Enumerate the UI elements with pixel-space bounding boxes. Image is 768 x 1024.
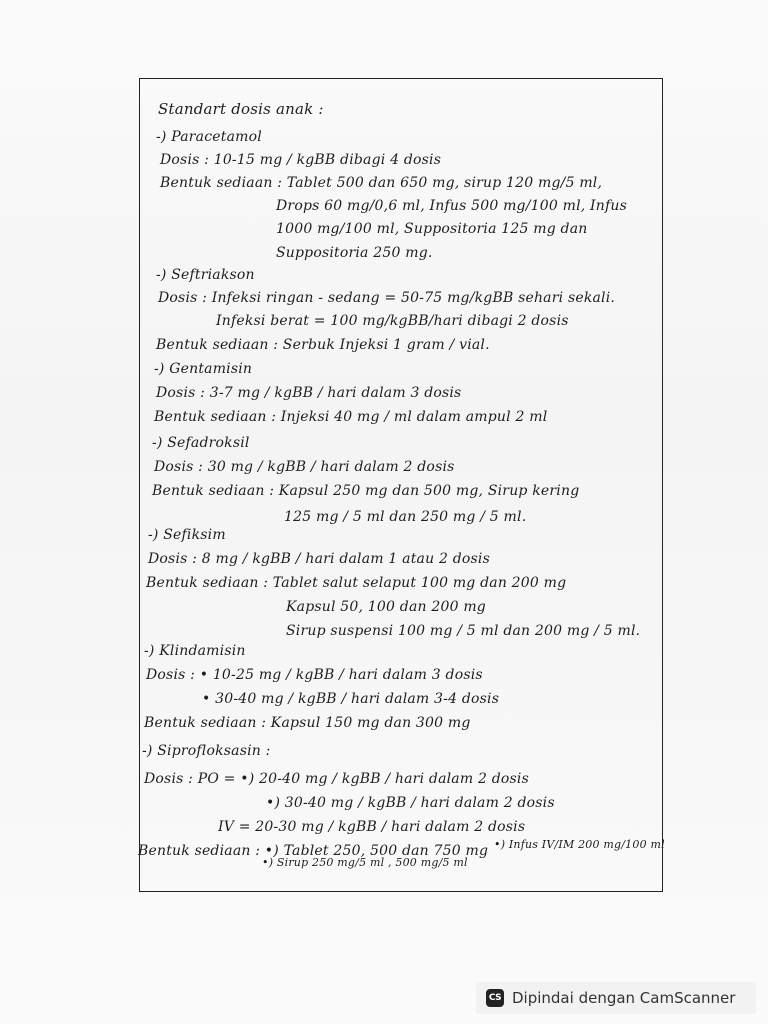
dose-line-cont: • 30-40 mg / kgBB / hari dalam 3-4 dosis: [202, 691, 500, 707]
form-line: Bentuk sediaan : Kapsul 250 mg dan 500 mg, Sirup kering: [152, 483, 580, 499]
drug-heading-gentamisin: -) Gentamisin: [154, 361, 253, 377]
form-line-cont: 125 mg / 5 ml dan 250 mg / 5 ml.: [284, 509, 527, 525]
form-line: Bentuk sediaan : Tablet salut selaput 100 mg dan 200 mg: [146, 575, 567, 591]
drug-heading-seftriakson: -) Seftriakson: [156, 267, 255, 283]
drug-heading-siprofloksasin: -) Siprofloksasin :: [142, 743, 271, 759]
form-line: Bentuk sediaan : •) Tablet 250, 500 dan 750 mg: [138, 843, 489, 859]
dose-line: Dosis : PO = •) 20-40 mg / kgBB / hari dalam 2 dosis: [144, 771, 529, 787]
dose-line: Dosis : Infeksi ringan - sedang = 50-75 mg/kgBB sehari sekali.: [158, 290, 616, 306]
dose-line: Dosis : 30 mg / kgBB / hari dalam 2 dosis: [154, 459, 455, 475]
form-line-cont: •) Sirup 250 mg/5 ml , 500 mg/5 ml: [262, 856, 468, 869]
camscanner-watermark: [476, 982, 756, 1014]
form-line-cont: Suppositoria 250 mg.: [276, 245, 433, 261]
form-line: Bentuk sediaan : Tablet 500 dan 650 mg, sirup 120 mg/5 ml,: [160, 175, 603, 191]
form-line-cont: •) Infus IV/IM 200 mg/100 ml: [494, 838, 665, 851]
dose-line-cont: IV = 20-30 mg / kgBB / hari dalam 2 dosis: [218, 819, 526, 835]
drug-heading-klindamisin: -) Klindamisin: [144, 643, 246, 659]
dose-line: Dosis : 3-7 mg / kgBB / hari dalam 3 dosis: [156, 385, 462, 401]
watermark-label: Dipindai dengan CamScanner: [512, 989, 736, 1007]
dose-line: Dosis : 10-15 mg / kgBB dibagi 4 dosis: [160, 152, 442, 168]
form-line-cont: Sirup suspensi 100 mg / 5 ml dan 200 mg / 5 ml.: [286, 623, 641, 639]
drug-heading-paracetamol: -) Paracetamol: [156, 129, 262, 145]
form-line-cont: Drops 60 mg/0,6 ml, Infus 500 mg/100 ml, Infus: [276, 198, 627, 214]
dose-line: Dosis : • 10-25 mg / kgBB / hari dalam 3 dosis: [146, 667, 483, 683]
drug-heading-sefadroksil: -) Sefadroksil: [152, 435, 250, 451]
document-title: Standart dosis anak :: [158, 100, 324, 118]
dose-line-cont: Infeksi berat = 100 mg/kgBB/hari dibagi 2 dosis: [216, 313, 569, 329]
form-line: Bentuk sediaan : Kapsul 150 mg dan 300 mg: [144, 715, 471, 731]
form-line-cont: Kapsul 50, 100 dan 200 mg: [286, 599, 486, 615]
form-line: Bentuk sediaan : Serbuk Injeksi 1 gram / vial.: [156, 337, 490, 353]
dose-line-cont: •) 30-40 mg / kgBB / hari dalam 2 dosis: [266, 795, 555, 811]
camscanner-logo-icon: CS: [486, 989, 504, 1007]
dose-line: Dosis : 8 mg / kgBB / hari dalam 1 atau 2 dosis: [148, 551, 490, 567]
form-line-cont: 1000 mg/100 ml, Suppositoria 125 mg dan: [276, 221, 588, 237]
form-line: Bentuk sediaan : Injeksi 40 mg / ml dalam ampul 2 ml: [154, 409, 548, 425]
drug-heading-sefiksim: -) Sefiksim: [148, 527, 226, 543]
